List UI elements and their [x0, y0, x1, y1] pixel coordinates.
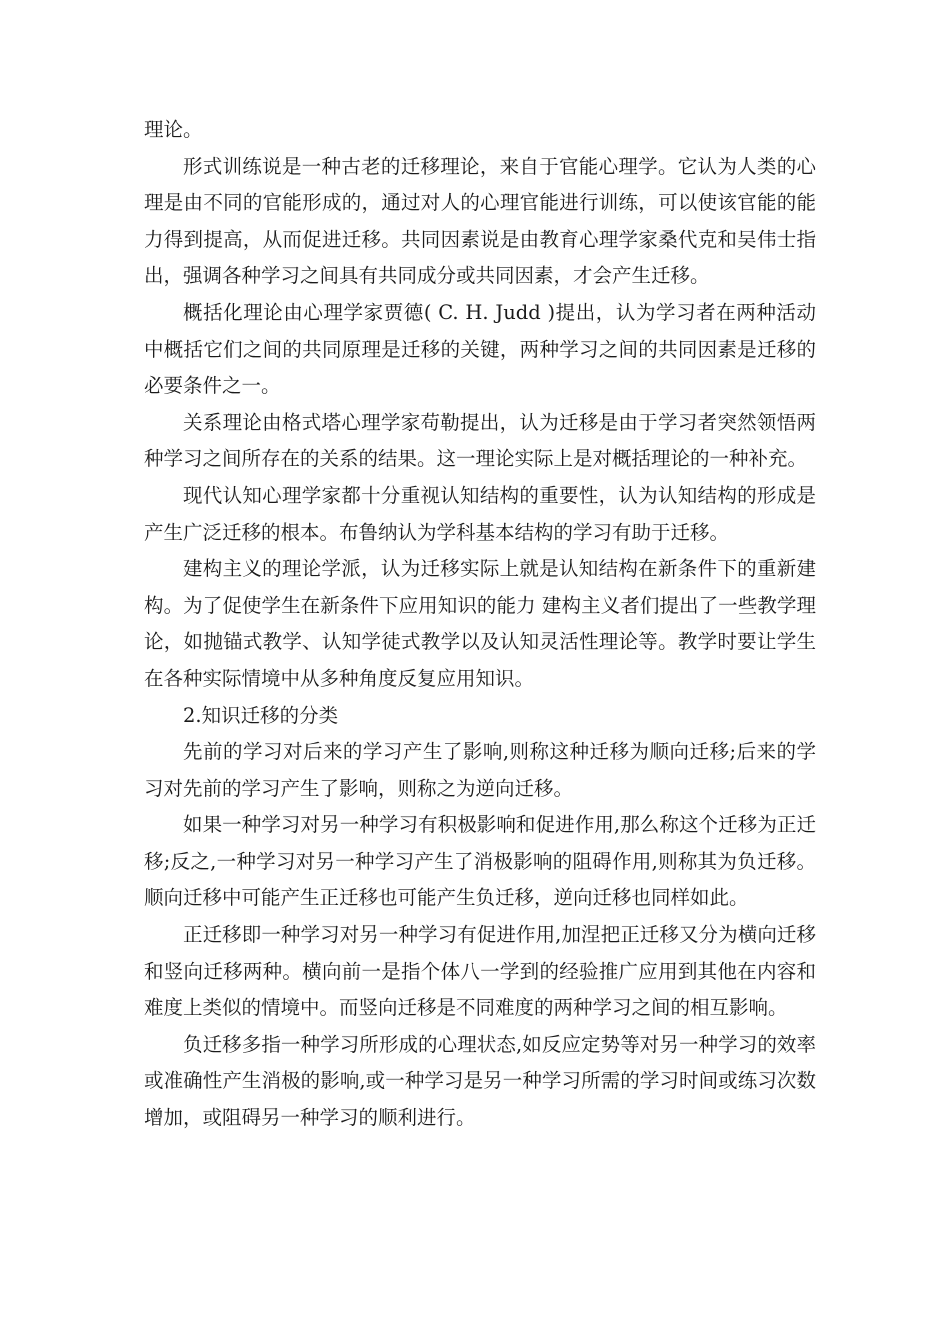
- paragraph-relation-theory: 关系理论由格式塔心理学家苟勒提出，认为迁移是由于学习者突然领悟两种学习之间所存在的关系的结果。这一理论实际上是对概括理论的一种补充。: [144, 410, 816, 471]
- paragraph-forward-backward-transfer: 先前的学习对后来的学习产生了影响,则称这种迁移为顺向迁移;后来的学习对先前的学习产生了影响，则称之为逆向迁移。: [144, 740, 816, 800]
- paragraph-negative-transfer: 负迁移多指一种学习所形成的心理状态,如反应定势等对另一种学习的效率或准确性产生消极的影响,或一种学习是另一种学习所需的学习时间或练习次数增加，或阻碍另一种学习的顺利进行。: [144, 1032, 816, 1130]
- paragraph-continuation: 理论。: [144, 118, 203, 141]
- paragraph-cognitive-structure: 现代认知心理学家都十分重视认知结构的重要性，认为认知结构的形成是产生广泛迁移的根本。布鲁纳认为学科基本结构的学习有助于迁移。: [144, 483, 816, 544]
- paragraph-formal-training: 形式训练说是一种古老的迁移理论，来自于官能心理学。它认为人类的心理是由不同的官能形成的，通过对人的心理官能进行训练，可以使该官能的能力得到提高，从而促进迁移。共同因素说是由教育心理学家桑代克和吴伟士指出，强调各种学习之间具有共同成分或共同因素，才会产生迁移。: [144, 154, 816, 288]
- document-page: [144, 112, 816, 1137]
- paragraph-positive-transfer: 正迁移即一种学习对另一种学习有促进作用,加涅把正迁移又分为横向迁移和竖向迁移两种。横向前一是指个体八一学到的经验推广应用到其他在内容和难度上类似的情境中。而竖向迁移是不同难度的两种学习之间的相互影响。: [144, 923, 816, 1020]
- section-heading: 2.知识迁移的分类: [183, 703, 339, 727]
- paragraph-generalization-theory: 概括化理论由心理学家贾德( C. H. Judd )提出，认为学习者在两种活动中概括它们之间的共同原理是迁移的关键，两种学习之间的共同因素是迁移的必要条件之一。: [144, 300, 816, 398]
- paragraph-positive-negative-transfer: 如果一种学习对另一种学习有积极影响和促进作用,那么称这个迁移为正迁移;反之,一种学习对另一种学习产生了消极影响的阻碍作用,则称其为负迁移。顺向迁移中可能产生正迁移也可能产生负迁移，逆向迁移也同样如此。: [144, 813, 816, 910]
- paragraph-constructivism: 建构主义的理论学派，认为迁移实际上就是认知结构在新条件下的重新建构。为了促使学生在新条件下应用知识的能力 建构主义者们提出了一些教学理论，如抛锚式教学、认知学徒式教学以及认知灵活性理论等。教学时要让学生在各种实际情境中从多种角度反复应用知识。: [144, 557, 816, 690]
